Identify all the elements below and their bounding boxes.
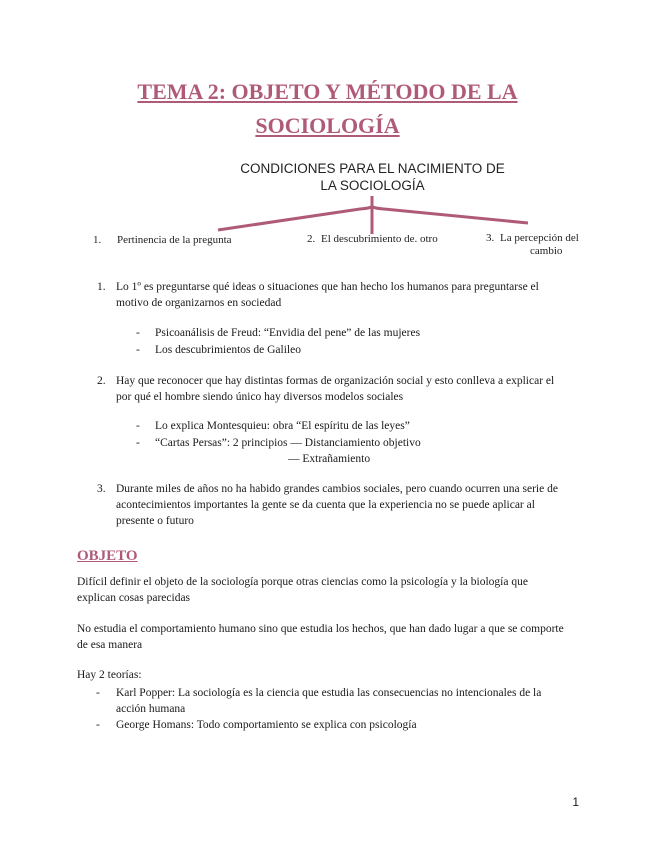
objeto-p1-line-2: explican cosas parecidas bbox=[77, 592, 191, 604]
sub-dash: - bbox=[136, 437, 140, 449]
branch-2-label: El descubrimiento de. otro bbox=[321, 233, 438, 245]
objeto-p2-line-2: de esa manera bbox=[77, 639, 143, 651]
sub-dash: - bbox=[136, 327, 140, 339]
list-item-2-sub-1: Lo explica Montesquieu: obra “El espíritu de las leyes” bbox=[155, 420, 410, 432]
theory-dash: - bbox=[96, 687, 100, 699]
sub-dash: - bbox=[136, 344, 140, 356]
branch-left bbox=[218, 196, 372, 230]
list-item-2-sub-extra: — Extrañamiento bbox=[288, 453, 371, 465]
branch-3-label-line-2: cambio bbox=[530, 245, 563, 257]
objeto-p1-line-1: Difícil definir el objeto de la sociología porque otras ciencias como la psicología y la biología que bbox=[77, 576, 528, 588]
branch-2-number: 2. bbox=[307, 233, 316, 245]
list-item-3-line-2: acontecimientos importantes la gente se da cuenta que la experiencia no se puede aplicar al bbox=[116, 499, 535, 511]
page-number: 1 bbox=[572, 795, 579, 809]
list-item-2-sub-2: “Cartas Persas”: 2 principios — Distanciamiento objetivo bbox=[155, 437, 421, 449]
list-item-3-number: 3. bbox=[97, 483, 106, 495]
list-item-1-sub-1: Psicoanálisis de Freud: “Envidia del pene” de las mujeres bbox=[155, 327, 421, 339]
list-item-2-line-1: Hay que reconocer que hay distintas formas de organización social y esto conlleva a explicar el bbox=[116, 375, 555, 387]
diagram-title-line-1: CONDICIONES PARA EL NACIMIENTO DE bbox=[240, 161, 505, 176]
diagram-title-line-2: LA SOCIOLOGÍA bbox=[320, 178, 425, 193]
theory-dash: - bbox=[96, 719, 100, 731]
branch-1-label: Pertinencia de la pregunta bbox=[117, 234, 232, 246]
sub-dash: - bbox=[136, 420, 140, 432]
list-item-2-number: 2. bbox=[97, 375, 106, 387]
branch-right bbox=[372, 206, 528, 223]
list-item-3-line-3: presente o futuro bbox=[116, 515, 194, 527]
title-line-2: SOCIOLOGÍA bbox=[255, 113, 400, 138]
list-item-2-line-2: por qué el hombre siendo único hay diversos modelos sociales bbox=[116, 391, 404, 403]
branch-3-label-line-1: La percepción del bbox=[500, 232, 579, 244]
branch-3-number: 3. bbox=[486, 232, 495, 244]
branch-1-number: 1. bbox=[93, 234, 102, 246]
title-line-1: TEMA 2: OBJETO Y MÉTODO DE LA bbox=[137, 79, 518, 104]
list-item-1-line-2: motivo de organizarnos en sociedad bbox=[116, 297, 282, 309]
list-item-1-number: 1. bbox=[97, 281, 106, 293]
list-item-1-line-1: Lo 1º es preguntarse qué ideas o situaciones que han hecho los humanos para preguntarse el bbox=[116, 281, 539, 293]
list-item-1-sub-2: Los descubrimientos de Galileo bbox=[155, 344, 301, 356]
section-heading-objeto: OBJETO bbox=[77, 548, 138, 564]
theory-2-line-1: George Homans: Todo comportamiento se explica con psicología bbox=[116, 719, 417, 731]
theory-1-line-1: Karl Popper: La sociología es la ciencia que estudia las consecuencias no intencionales de la bbox=[116, 687, 542, 699]
theory-1-line-2: acción humana bbox=[116, 703, 186, 715]
list-item-3-line-1: Durante miles de años no ha habido grandes cambios sociales, pero cuando ocurren una serie de bbox=[116, 483, 558, 495]
objeto-p2-line-1: No estudia el comportamiento humano sino que estudia los hechos, que han dado lugar a que se comporte bbox=[77, 623, 564, 635]
objeto-p3: Hay 2 teorías: bbox=[77, 669, 142, 681]
